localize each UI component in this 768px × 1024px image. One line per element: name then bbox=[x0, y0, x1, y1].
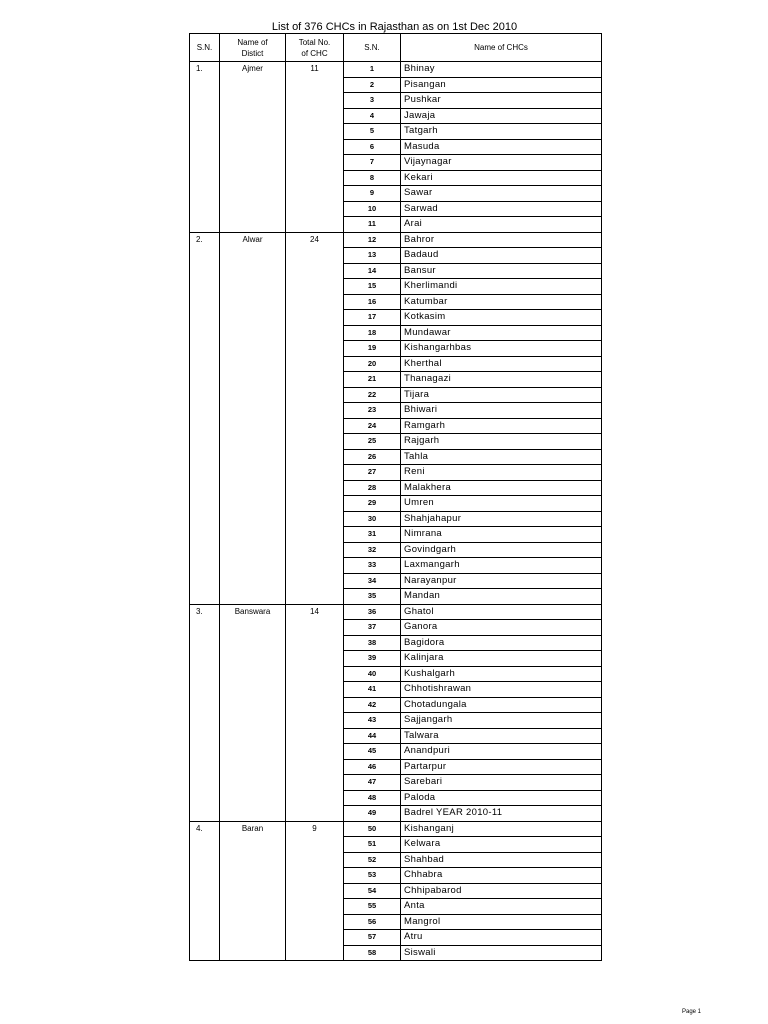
chc-sn: 24 bbox=[344, 418, 401, 434]
district-name: Baran bbox=[220, 821, 286, 961]
chc-name: Pushkar bbox=[401, 93, 602, 109]
chc-name: Kishanganj bbox=[401, 821, 602, 837]
chc-sn: 34 bbox=[344, 573, 401, 589]
chc-sn: 55 bbox=[344, 899, 401, 915]
chc-sn: 52 bbox=[344, 852, 401, 868]
chc-sn: 12 bbox=[344, 232, 401, 248]
chc-sn: 9 bbox=[344, 186, 401, 202]
chc-sn: 21 bbox=[344, 372, 401, 388]
district-sn: 2. bbox=[190, 232, 220, 604]
chc-name: Chhipabarod bbox=[401, 883, 602, 899]
chc-sn: 57 bbox=[344, 930, 401, 946]
chc-name: Partarpur bbox=[401, 759, 602, 775]
chc-name: Badrel YEAR 2010-11 bbox=[401, 806, 602, 822]
chc-name: Ghatol bbox=[401, 604, 602, 620]
chc-sn: 3 bbox=[344, 93, 401, 109]
chc-name: Bhiwari bbox=[401, 403, 602, 419]
chc-name: Govindgarh bbox=[401, 542, 602, 558]
chc-name: Vijaynagar bbox=[401, 155, 602, 171]
chc-name: Bahror bbox=[401, 232, 602, 248]
header-district: Name of Distict bbox=[220, 34, 286, 62]
chc-name: Thanagazi bbox=[401, 372, 602, 388]
chc-name: Ganora bbox=[401, 620, 602, 636]
chc-name: Chhabra bbox=[401, 868, 602, 884]
chc-name: Narayanpur bbox=[401, 573, 602, 589]
chc-name: Tijara bbox=[401, 387, 602, 403]
table-row bbox=[190, 232, 602, 248]
chc-sn: 58 bbox=[344, 945, 401, 961]
chc-sn: 5 bbox=[344, 124, 401, 140]
chc-name: Kalinjara bbox=[401, 651, 602, 667]
chc-sn: 18 bbox=[344, 325, 401, 341]
chc-name: Kherlimandi bbox=[401, 279, 602, 295]
chc-name: Nimrana bbox=[401, 527, 602, 543]
chc-sn: 42 bbox=[344, 697, 401, 713]
header-chc-name: Name of CHCs bbox=[401, 34, 602, 62]
chc-sn: 4 bbox=[344, 108, 401, 124]
chc-sn: 28 bbox=[344, 480, 401, 496]
chc-sn: 26 bbox=[344, 449, 401, 465]
chc-name: Sajjangarh bbox=[401, 713, 602, 729]
district-total-chc: 9 bbox=[286, 821, 344, 961]
chc-name: Masuda bbox=[401, 139, 602, 155]
page-number: Page 1 bbox=[682, 1009, 702, 1015]
chc-name: Bansur bbox=[401, 263, 602, 279]
district-name: Banswara bbox=[220, 604, 286, 821]
chc-sn: 30 bbox=[344, 511, 401, 527]
chc-name: Jawaja bbox=[401, 108, 602, 124]
chc-name: Mundawar bbox=[401, 325, 602, 341]
table-header-row bbox=[190, 34, 602, 62]
chc-sn: 56 bbox=[344, 914, 401, 930]
chc-sn: 36 bbox=[344, 604, 401, 620]
chc-sn: 47 bbox=[344, 775, 401, 791]
chc-name: Chhotishrawan bbox=[401, 682, 602, 698]
header-total-chc: Total No. of CHC bbox=[286, 34, 344, 62]
chc-name: Kekari bbox=[401, 170, 602, 186]
chc-sn: 11 bbox=[344, 217, 401, 233]
chc-sn: 16 bbox=[344, 294, 401, 310]
chc-sn: 46 bbox=[344, 759, 401, 775]
chc-sn: 54 bbox=[344, 883, 401, 899]
chc-name: Kishangarhbas bbox=[401, 341, 602, 357]
chc-name: Siswali bbox=[401, 945, 602, 961]
chc-name: Badaud bbox=[401, 248, 602, 264]
chc-name: Mandan bbox=[401, 589, 602, 605]
chc-name: Malakhera bbox=[401, 480, 602, 496]
chc-sn: 2 bbox=[344, 77, 401, 93]
chc-name: Kotkasim bbox=[401, 310, 602, 326]
chc-sn: 50 bbox=[344, 821, 401, 837]
chc-name: Ramgarh bbox=[401, 418, 602, 434]
chc-name: Umren bbox=[401, 496, 602, 512]
district-sn: 1. bbox=[190, 62, 220, 233]
chc-name: Katumbar bbox=[401, 294, 602, 310]
chc-sn: 33 bbox=[344, 558, 401, 574]
district-sn: 4. bbox=[190, 821, 220, 961]
chc-sn: 10 bbox=[344, 201, 401, 217]
chc-sn: 51 bbox=[344, 837, 401, 853]
chc-sn: 7 bbox=[344, 155, 401, 171]
chc-name: Sarebari bbox=[401, 775, 602, 791]
district-name: Alwar bbox=[220, 232, 286, 604]
district-name: Ajmer bbox=[220, 62, 286, 233]
chc-table bbox=[189, 33, 602, 961]
chc-name: Arai bbox=[401, 217, 602, 233]
chc-name: Anta bbox=[401, 899, 602, 915]
district-total-chc: 11 bbox=[286, 62, 344, 233]
chc-sn: 45 bbox=[344, 744, 401, 760]
district-total-chc: 24 bbox=[286, 232, 344, 604]
chc-sn: 6 bbox=[344, 139, 401, 155]
chc-name: Bagidora bbox=[401, 635, 602, 651]
chc-sn: 15 bbox=[344, 279, 401, 295]
chc-sn: 44 bbox=[344, 728, 401, 744]
chc-name: Tatgarh bbox=[401, 124, 602, 140]
table-row bbox=[190, 604, 602, 620]
chc-sn: 13 bbox=[344, 248, 401, 264]
chc-sn: 31 bbox=[344, 527, 401, 543]
chc-name: Shahbad bbox=[401, 852, 602, 868]
chc-name: Anandpuri bbox=[401, 744, 602, 760]
chc-name: Kelwara bbox=[401, 837, 602, 853]
table-row bbox=[190, 821, 602, 837]
chc-sn: 38 bbox=[344, 635, 401, 651]
page-title: List of 376 CHCs in Rajasthan as on 1st Dec 2010 bbox=[271, 21, 518, 33]
chc-sn: 29 bbox=[344, 496, 401, 512]
chc-sn: 20 bbox=[344, 356, 401, 372]
chc-sn: 32 bbox=[344, 542, 401, 558]
district-sn: 3. bbox=[190, 604, 220, 821]
chc-sn: 25 bbox=[344, 434, 401, 450]
chc-sn: 1 bbox=[344, 62, 401, 78]
chc-sn: 23 bbox=[344, 403, 401, 419]
chc-sn: 53 bbox=[344, 868, 401, 884]
chc-name: Kushalgarh bbox=[401, 666, 602, 682]
chc-name: Sawar bbox=[401, 186, 602, 202]
header-sn: S.N. bbox=[190, 34, 220, 62]
chc-sn: 17 bbox=[344, 310, 401, 326]
chc-name: Shahjahapur bbox=[401, 511, 602, 527]
chc-name: Kherthal bbox=[401, 356, 602, 372]
chc-name: Chotadungala bbox=[401, 697, 602, 713]
chc-sn: 39 bbox=[344, 651, 401, 667]
chc-name: Reni bbox=[401, 465, 602, 481]
chc-name: Tahla bbox=[401, 449, 602, 465]
chc-sn: 14 bbox=[344, 263, 401, 279]
chc-sn: 37 bbox=[344, 620, 401, 636]
header-chc-sn: S.N. bbox=[344, 34, 401, 62]
chc-sn: 19 bbox=[344, 341, 401, 357]
chc-sn: 35 bbox=[344, 589, 401, 605]
chc-name: Bhinay bbox=[401, 62, 602, 78]
district-total-chc: 14 bbox=[286, 604, 344, 821]
chc-sn: 40 bbox=[344, 666, 401, 682]
chc-sn: 27 bbox=[344, 465, 401, 481]
chc-name: Paloda bbox=[401, 790, 602, 806]
chc-name: Sarwad bbox=[401, 201, 602, 217]
chc-sn: 49 bbox=[344, 806, 401, 822]
chc-sn: 41 bbox=[344, 682, 401, 698]
chc-name: Mangrol bbox=[401, 914, 602, 930]
chc-sn: 8 bbox=[344, 170, 401, 186]
chc-sn: 43 bbox=[344, 713, 401, 729]
chc-name: Pisangan bbox=[401, 77, 602, 93]
chc-sn: 48 bbox=[344, 790, 401, 806]
chc-name: Talwara bbox=[401, 728, 602, 744]
table-row bbox=[190, 62, 602, 78]
chc-sn: 22 bbox=[344, 387, 401, 403]
chc-name: Atru bbox=[401, 930, 602, 946]
chc-name: Rajgarh bbox=[401, 434, 602, 450]
chc-name: Laxmangarh bbox=[401, 558, 602, 574]
